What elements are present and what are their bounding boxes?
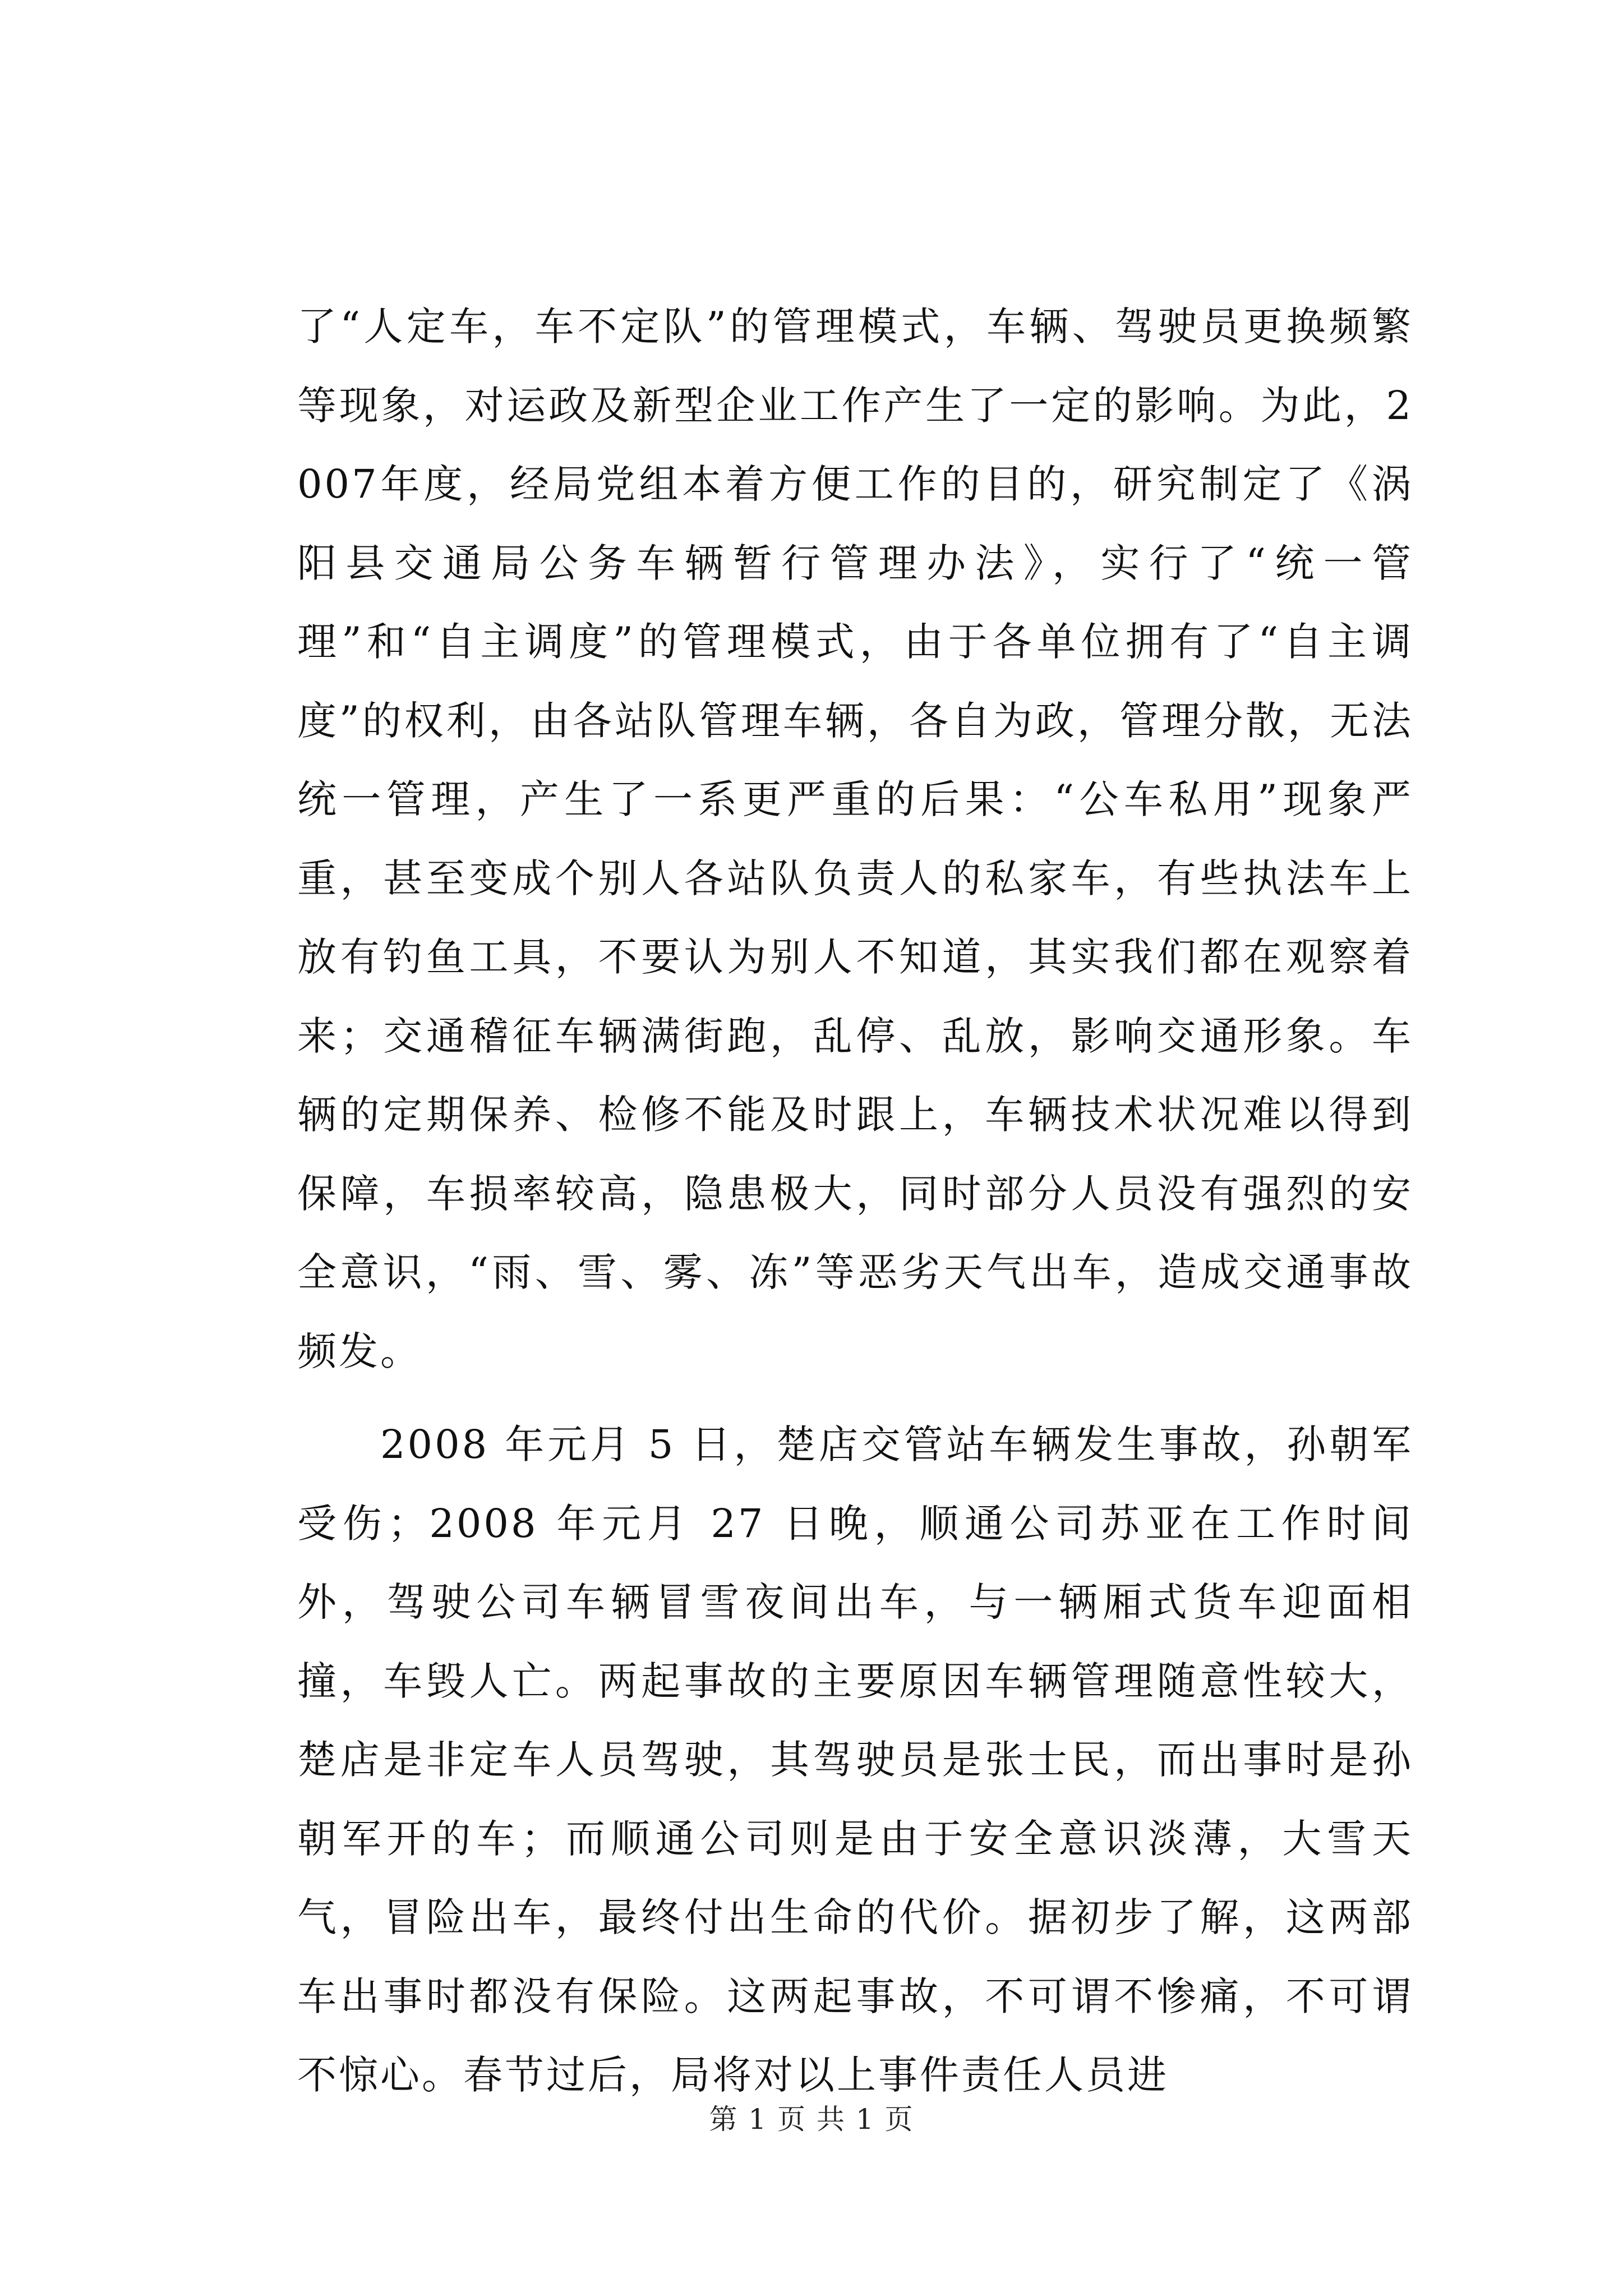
page-footer: 第 1 页 共 1 页	[709, 2103, 914, 2136]
paragraph-2: 2008 年元月 5 日，楚店交管站车辆发生事故，孙朝军受伤；2008 年元月 27 日晚，顺通公司苏亚在工作时间外，驾驶公司车辆冒雪夜间出车，与一辆厢式货车迎面相撞，车毁人亡。两起事故的主要原因车辆管理随意性较大，楚店是非定车人员驾驶，其驾驶员是张士民，而出事时是孙朝军开的车；而顺通公司则是由于安全意识淡薄，大雪天气，冒险出车，最终付出生命的代价。据初步了解，这两部车出事时都没有保险。这两起事故，不可谓不惨痛，不可谓不惊心。春节过后，局将对以上事件责任人员进	[297, 1421, 1413, 2098]
paragraph-1: 了“人定车，车不定队”的管理模式，车辆、驾驶员更换频繁等现象，对运政及新型企业工作产生了一定的影响。为此，2007年度，经局党组本着方便工作的目的，研究制定了《涡阳县交通局公务车辆暂行管理办法》，实行了“统一管理”和“自主调度”的管理模式，由于各单位拥有了“自主调度”的权利，由各站队管理车辆，各自为政，管理分散，无法统一管理，产生了一系更严重的后果：“公车私用”现象严重，甚至变成个别人各站队负责人的私家车，有些执法车上放有钓鱼工具，不要认为别人不知道，其实我们都在观察着来；交通稽征车辆满街跑，乱停、乱放，影响交通形象。车辆的定期保养、检修不能及时跟上，车辆技术状况难以得到保障，车损率较高，隐患极大，同时部分人员没有强烈的安全意识，“雨、雪、雾、冻”等恶劣天气出车，造成交通事故频发。	[297, 303, 1413, 1374]
document-body	[297, 287, 1413, 2115]
